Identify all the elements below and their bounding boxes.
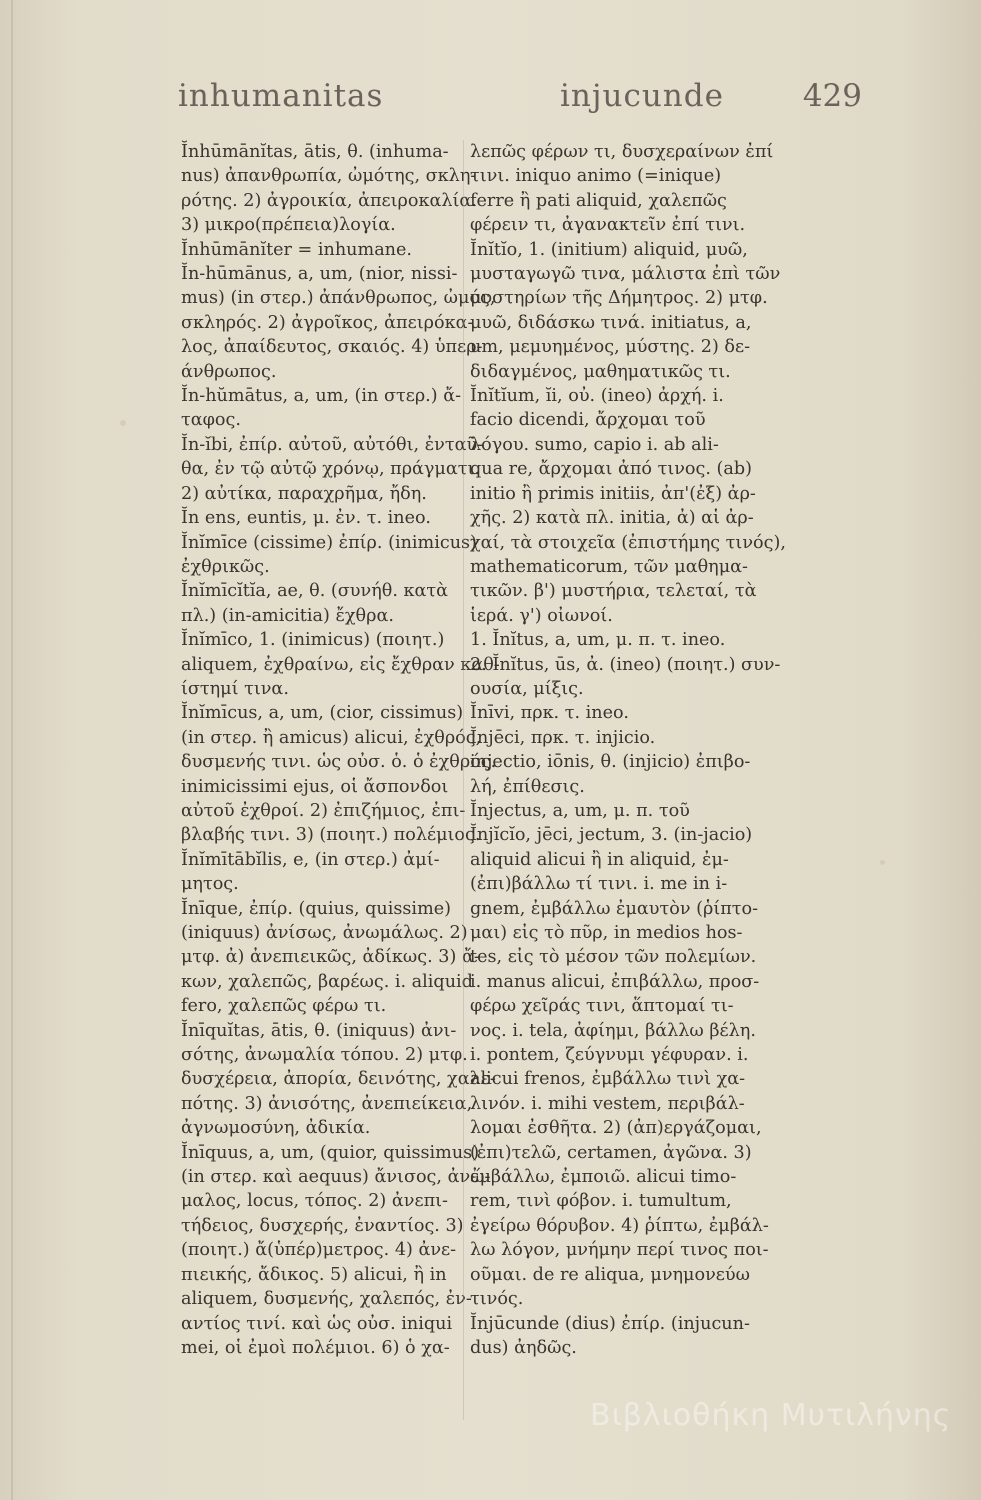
entry-line: δυσμενής τινι. ὡς οὐσ. ὁ. ὁ ἐχθρός. (181, 752, 497, 773)
entry-line: tes, εἰς τὸ μέσον τῶν πολεμίων. (470, 947, 757, 968)
entry-line: Ĭnjĭcĭo, jēci, jectum, 3. (in-jacio) (470, 825, 753, 846)
entry-line: Ĭnjectus, a, um, μ. π. τοῦ (470, 800, 690, 821)
entry-line: Ĭnĭmīcus, a, um, (cior, cissimus) (181, 703, 464, 724)
entry-line: Ĭn ens, euntis, μ. ἐν. τ. ineo. (181, 508, 431, 529)
entry-line: ἐχθρικῶς. (181, 556, 270, 577)
entry-line: dus) ἀηδῶς. (470, 1337, 577, 1358)
entry-line: Ĭnīvi, πρκ. τ. ineo. (470, 703, 629, 724)
entry-line: σκληρός. 2) ἀγροῖκος, ἀπειρόκα- (181, 312, 474, 333)
entry-line: mei, οἱ ἐμοὶ πολέμιοι. 6) ὁ χα- (181, 1337, 450, 1358)
entry-line: νος. i. tela, ἀφίημι, βάλλω βέλη. (470, 1020, 756, 1041)
entry-line: Ĭn-ĭbi, ἐπίρ. αὐτοῦ, αὐτόθι, ἐνταῦ- (181, 434, 484, 455)
entry-line: ουσία, μίξις. (470, 678, 584, 699)
entry-line: alicui frenos, ἐμβάλλω τινὶ χα- (470, 1069, 746, 1090)
entry-line: οῦμαι. de re aliqua, μνημονεύω (470, 1264, 750, 1285)
entry-line: λή, ἐπίθεσις. (470, 776, 585, 797)
entry-line: aliquid alicui ἢ in aliquid, ἐμ- (470, 849, 729, 870)
entry-line: φέρειν τι, ἀγανακτεῖν ἐπί τινι. (470, 215, 746, 236)
entry-line: Ĭn-hŭmātus, a, um, (in στερ.) ἄ- (181, 386, 462, 407)
entry-line: initio ἢ primis initiis, ἀπ'(ἐξ) ἀρ- (470, 483, 756, 504)
entry-line: (iniquus) ἀνίσως, ἀνωμάλως. 2) (181, 923, 468, 943)
entry-line: fero, χαλεπῶς φέρω τι. (181, 996, 387, 1017)
entry-line: τικῶν. β') μυστήρια, τελεταί, τὰ (470, 581, 757, 602)
entry-line: 3) μικρο(πρέπεια)λογία. (181, 215, 396, 236)
entry-line: (ἐπι)τελῶ, certamen, ἀγῶνα. 3) (470, 1142, 752, 1163)
entry-line: (ἐπι)βάλλω τί τινι. i. me in i- (470, 874, 728, 895)
entry-line: Ĭnīque, ἐπίρ. (quius, quissime) (181, 898, 452, 919)
entry-line: λινόν. i. mihi vestem, περιβάλ- (470, 1093, 745, 1114)
entry-line: χαί, τὰ στοιχεῖα (ἐπιστήμης τινός), (470, 532, 786, 553)
entry-line: δυσχέρεια, ἀπορία, δεινότης, χαλε- (181, 1069, 496, 1090)
page-number: 429 (802, 78, 862, 114)
entry-line: λόγου. sumo, capio i. ab ali- (470, 434, 719, 455)
entry-line: Ĭnĭmītābĭlis, e, (in στερ.) ἀμί- (181, 849, 440, 870)
entry-line: άνθρωπος. (181, 361, 277, 382)
entry-line: τινι. iniquo animo (=inique) (470, 166, 722, 187)
entry-line: Ĭnjūcunde (dius) ἐπίρ. (injucun- (470, 1313, 750, 1334)
entry-line: gnem, ἐμβάλλω ἐμαυτὸν (ῥίπτο- (470, 898, 759, 919)
entry-line: qua re, ἄρχομαι ἀπό τινος. (ab) (470, 459, 753, 480)
entry-line: injectio, iōnis, θ. (injicio) ἐπιβο- (470, 752, 751, 773)
entry-line: Ĭnĭmīco, 1. (inimicus) (ποιητ.) (181, 630, 445, 651)
entry-line: ίστημί τινα. (181, 678, 289, 699)
entry-line: χῆς. 2) κατὰ πλ. initia, ἀ) αἱ ἀρ- (470, 508, 754, 529)
entry-line: Ĭnĭtĭum, ĭi, οὐ. (ineo) ἀρχή. i. (470, 386, 724, 407)
entry-line: κων, χαλεπῶς, βαρέως. i. aliquid (181, 971, 473, 992)
entry-line: μαλος, locus, τόπος. 2) ἀνεπι- (181, 1191, 448, 1212)
entry-line: πιεικής, ἄδικος. 5) alicui, ἢ in (181, 1264, 447, 1285)
entry-line: μυστηρίων τῆς Δήμητρος. 2) μτφ. (470, 288, 768, 309)
entry-line: μητος. (181, 874, 239, 895)
entry-line: ἐμβάλλω, ἐμποιῶ. alicui timo- (470, 1167, 737, 1188)
entry-line: τινός. (470, 1289, 524, 1310)
entry-line: aliquem, ἐχθραίνω, εἰς ἔχθραν καθ- (181, 654, 500, 675)
entry-line: Ĭnhūmānĭtas, ātis, θ. (inhuma- (181, 142, 449, 162)
entry-line: σότης, ἀνωμαλία τόπου. 2) μτφ. (181, 1045, 468, 1066)
entry-line: λος, ἀπαίδευτος, σκαιός. 4) ὑπερ- (181, 337, 483, 358)
entry-line: πότης. 3) ἀνισότης, ἀνεπιείκεια, (181, 1093, 473, 1114)
entry-line: Ĭn-hūmānus, a, um, (nior, nissi- (181, 264, 458, 285)
entry-line: βλαβής τινι. 3) (ποιητ.) πολέμιος. (181, 825, 481, 846)
entry-line: facio dicendi, ἄρχομαι τοῦ (470, 410, 706, 431)
entry-line: 2. Ĭnĭtus, ūs, ἀ. (ineo) (ποιητ.) συν- (470, 654, 781, 675)
entry-line: mus) (in στερ.) ἀπάνθρωπος, ὠμός, (181, 288, 496, 309)
entry-line: i. pontem, ζεύγνυμι γέφυραν. i. (470, 1045, 749, 1066)
entry-line: Ĭnīquus, a, um, (quior, quissimus) (181, 1142, 480, 1163)
entry-line: aliquem, δυσμενής, χαλεπός, ἐν- (181, 1289, 472, 1310)
right-guide-word: injucunde (560, 78, 724, 114)
entry-line: i. manus alicui, ἐπιβάλλω, προσ- (470, 971, 760, 992)
entry-line: (in στερ. καὶ aequus) ἄνισος, ἀνώ- (181, 1167, 491, 1188)
entry-line: Ĭnhūmānĭter = inhumane. (181, 239, 413, 260)
entry-line: μυσταγωγῶ τινα, μάλιστα ἐπὶ τῶν (470, 264, 781, 285)
entry-line: λεπῶς φέρων τι, δυσχεραίνων ἐπί (470, 142, 774, 162)
entry-line: ferre ἢ pati aliquid, χαλεπῶς (470, 190, 727, 211)
page-header (150, 78, 862, 128)
entry-line: διδαγμένος, μαθηματικῶς τι. (470, 361, 731, 382)
paper-spot (120, 420, 126, 426)
entry-line: ἀγνωμοσύνη, ἀδικία. (181, 1118, 371, 1139)
entry-line: ταφος. (181, 410, 241, 431)
entry-line: αὐτοῦ ἐχθροί. 2) ἐπιζήμιος, ἐπι- (181, 800, 466, 821)
entry-line: Ĭnīquĭtas, ātis, θ. (iniquus) ἀνι- (181, 1020, 457, 1041)
entry-line: nus) ἀπανθρωπία, ὠμότης, σκλη- (181, 166, 477, 187)
entry-line: ἱερά. γ') οἰωνοί. (470, 605, 613, 626)
entry-line: μαι) εἰς τὸ πῦρ, in medios hos- (470, 923, 743, 943)
entry-line: μτφ. ἀ) ἀνεπιεικῶς, ἀδίκως. 3) ἄ- (181, 947, 480, 968)
entry-line: 1. Ĭnĭtus, a, um, μ. π. τ. ineo. (470, 630, 726, 651)
entry-line: τήδειος, δυσχερής, ἐναντίος. 3) (181, 1215, 464, 1236)
entry-line: mathematicorum, τῶν μαθημα- (470, 556, 748, 577)
entry-line: Ĭnĭmīcĭtĭa, ae, θ. (συνήθ. κατὰ (181, 581, 449, 602)
entry-line: πλ.) (in-amicitia) ἔχθρα. (181, 605, 394, 626)
paper-spot (880, 860, 885, 865)
entry-line: λομαι ἐσθῆτα. 2) (ἀπ)εργάζομαι, (470, 1118, 762, 1139)
entry-line: θα, ἐν τῷ αὐτῷ χρόνῳ, πράγματι. (181, 459, 480, 480)
entry-line: ἐγείρω θόρυβον. 4) ῥίπτω, ἐμβάλ- (470, 1215, 769, 1236)
library-watermark: Βιβλιοθήκη Μυτιλήνης (590, 1398, 952, 1433)
entry-line: um, μεμυημένος, μύστης. 2) δε- (470, 337, 751, 358)
page-gutter (11, 0, 13, 1500)
entry-line: Ĭnjēci, πρκ. τ. injicio. (470, 727, 656, 748)
entry-line: λω λόγον, μνήμην περί τινος ποι- (470, 1240, 769, 1261)
entry-line: Ĭnĭtĭo, 1. (initium) aliquid, μυῶ, (470, 239, 748, 260)
entry-line: φέρω χεῖράς τινι, ἅπτομαί τι- (470, 996, 734, 1017)
entry-line: rem, τινὶ φόβον. i. tumultum, (470, 1191, 732, 1212)
entry-line: ρότης. 2) ἀγροικία, ἀπειροκαλία. (181, 190, 477, 211)
entry-line: Ĭnĭmīce (cissime) ἐπίρ. (inimicus) (181, 532, 477, 553)
entry-line: μυῶ, διδάσκω τινά. initiatus, a, (470, 312, 752, 333)
left-guide-word: inhumanitas (178, 78, 384, 114)
column-divider (463, 140, 464, 1420)
entry-line: (in στερ. ἢ amicus) alicui, ἐχθρός, (181, 727, 482, 748)
entry-line: αντίος τινί. καὶ ὡς οὐσ. iniqui (181, 1313, 453, 1334)
entry-line: 2) αὐτίκα, παραχρῆμα, ἤδη. (181, 483, 427, 504)
right-column (470, 140, 786, 1360)
entry-line: inimicissimi ejus, οἱ ἄσπονδοι (181, 776, 449, 797)
entry-line: (ποιητ.) ἄ(ὑπέρ)μετρος. 4) ἀνε- (181, 1240, 457, 1261)
